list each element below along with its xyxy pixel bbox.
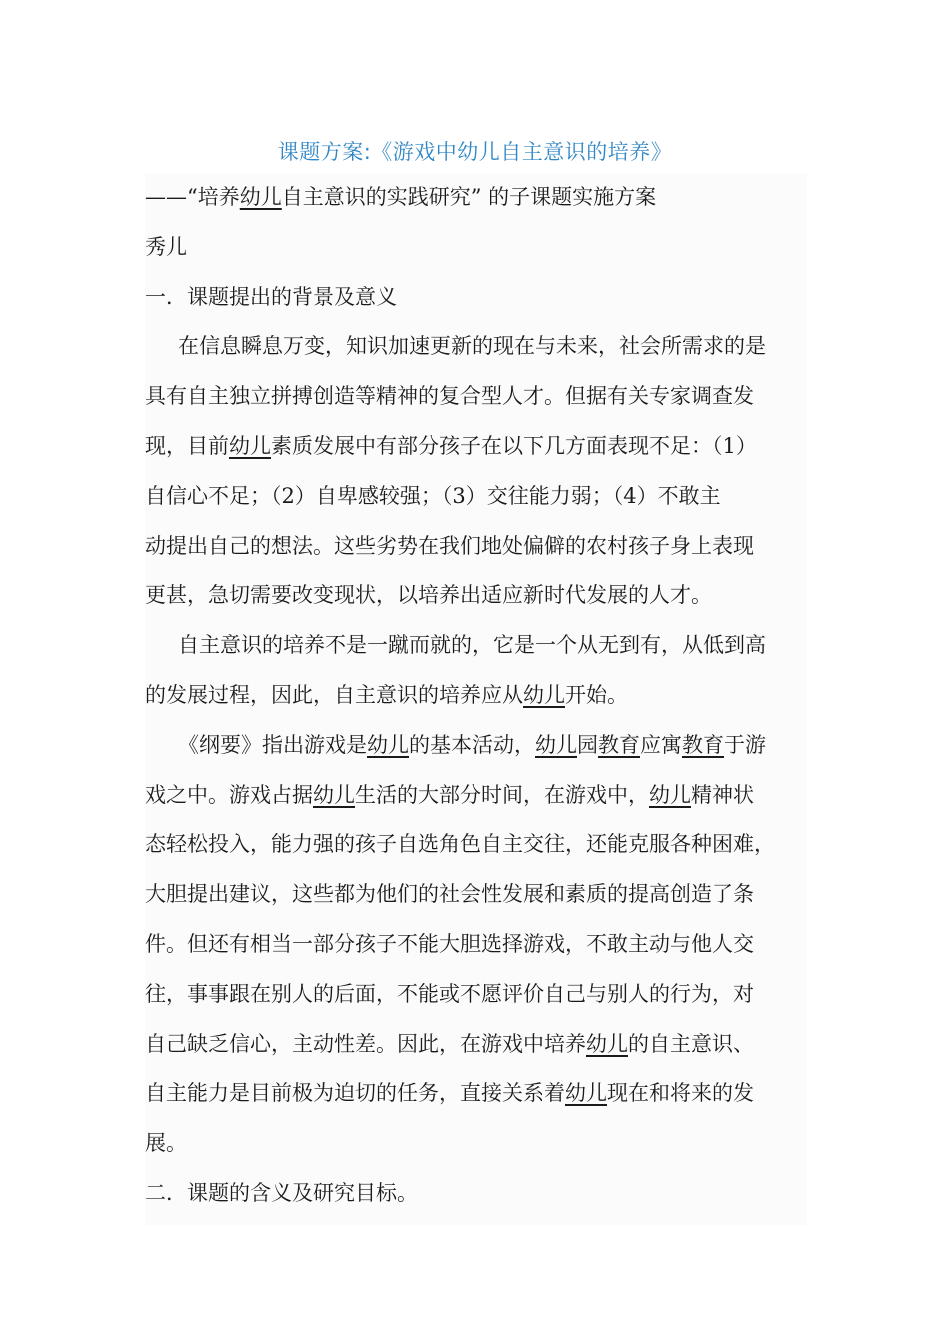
section-heading-2: 二．课题的含义及研究目标。 [145, 1180, 418, 1205]
paragraph-line: 自己缺乏信心，主动性差。因此，在游戏中培养幼儿的自主意识、 [145, 1031, 754, 1056]
link-jiaoyu[interactable]: 教育 [682, 732, 724, 757]
link-youer[interactable]: 幼儿 [523, 682, 565, 707]
paragraph-line: 态轻松投入，能力强的孩子自选角色自主交往，还能克服各种困难， [145, 832, 775, 857]
section-heading-1: 一．课题提出的背景及意义 [145, 284, 397, 309]
paragraph-line: 《纲要》指出游戏是幼儿的基本活动，幼儿园教育应寓教育于游 [178, 732, 766, 757]
paragraph-line: 更甚，急切需要改变现状，以培养出适应新时代发展的人才。 [145, 583, 712, 608]
link-youer[interactable]: 幼儿 [586, 1031, 628, 1056]
paragraph-line: 动提出自己的想法。这些劣势在我们地处偏僻的农村孩子身上表现 [145, 533, 754, 558]
paragraph-line: 往，事事跟在别人的后面，不能或不愿评价自己与别人的行为，对 [145, 981, 754, 1006]
paragraph-line: 在信息瞬息万变，知识加速更新的现在与未来，社会所需求的是 [178, 334, 766, 359]
document-body [145, 173, 807, 1225]
link-jiaoyu[interactable]: 教育 [598, 732, 640, 757]
link-youer[interactable]: 幼儿 [367, 732, 409, 757]
link-youer[interactable]: 幼儿 [313, 782, 355, 807]
author: 秀儿 [145, 234, 187, 259]
link-youer[interactable]: 幼儿 [649, 782, 691, 807]
subtitle: ——“培养幼儿自主意识的实践研究” 的子课题实施方案 [145, 185, 657, 209]
paragraph-line: 大胆提出建议，这些都为他们的社会性发展和素质的提高创造了条 [145, 882, 754, 907]
link-youer[interactable]: 幼儿 [229, 433, 271, 458]
link-youer[interactable]: 幼儿 [565, 1081, 607, 1106]
paragraph-line: 件。但还有相当一部分孩子不能大胆选择游戏，不敢主动与他人交 [145, 931, 754, 956]
paragraph-line: 展。 [145, 1131, 187, 1156]
paragraph-line: 自主意识的培养不是一蹴而就的，它是一个从无到有，从低到高 [178, 633, 766, 658]
paragraph-line: 自主能力是目前极为迫切的任务，直接关系着幼儿现在和将来的发 [145, 1081, 754, 1106]
link-youer[interactable]: 幼儿 [239, 185, 282, 209]
paragraph-line: 自信心不足；（2）自卑感较强；（3）交往能力弱；（4）不敢主 [145, 483, 721, 508]
paragraph-line: 具有自主独立拼搏创造等精神的复合型人才。但据有关专家调查发 [145, 384, 754, 409]
paragraph-line: 现，目前幼儿素质发展中有部分孩子在以下几方面表现不足：（1） [145, 433, 757, 458]
paragraph-line: 的发展过程，因此，自主意识的培养应从幼儿开始。 [145, 682, 628, 707]
document-title: 课题方案:《游戏中幼儿自主意识的培养》 [277, 140, 673, 164]
link-youer[interactable]: 幼儿 [535, 732, 577, 757]
paragraph-line: 戏之中。游戏占据幼儿生活的大部分时间，在游戏中，幼儿精神状 [145, 782, 754, 807]
